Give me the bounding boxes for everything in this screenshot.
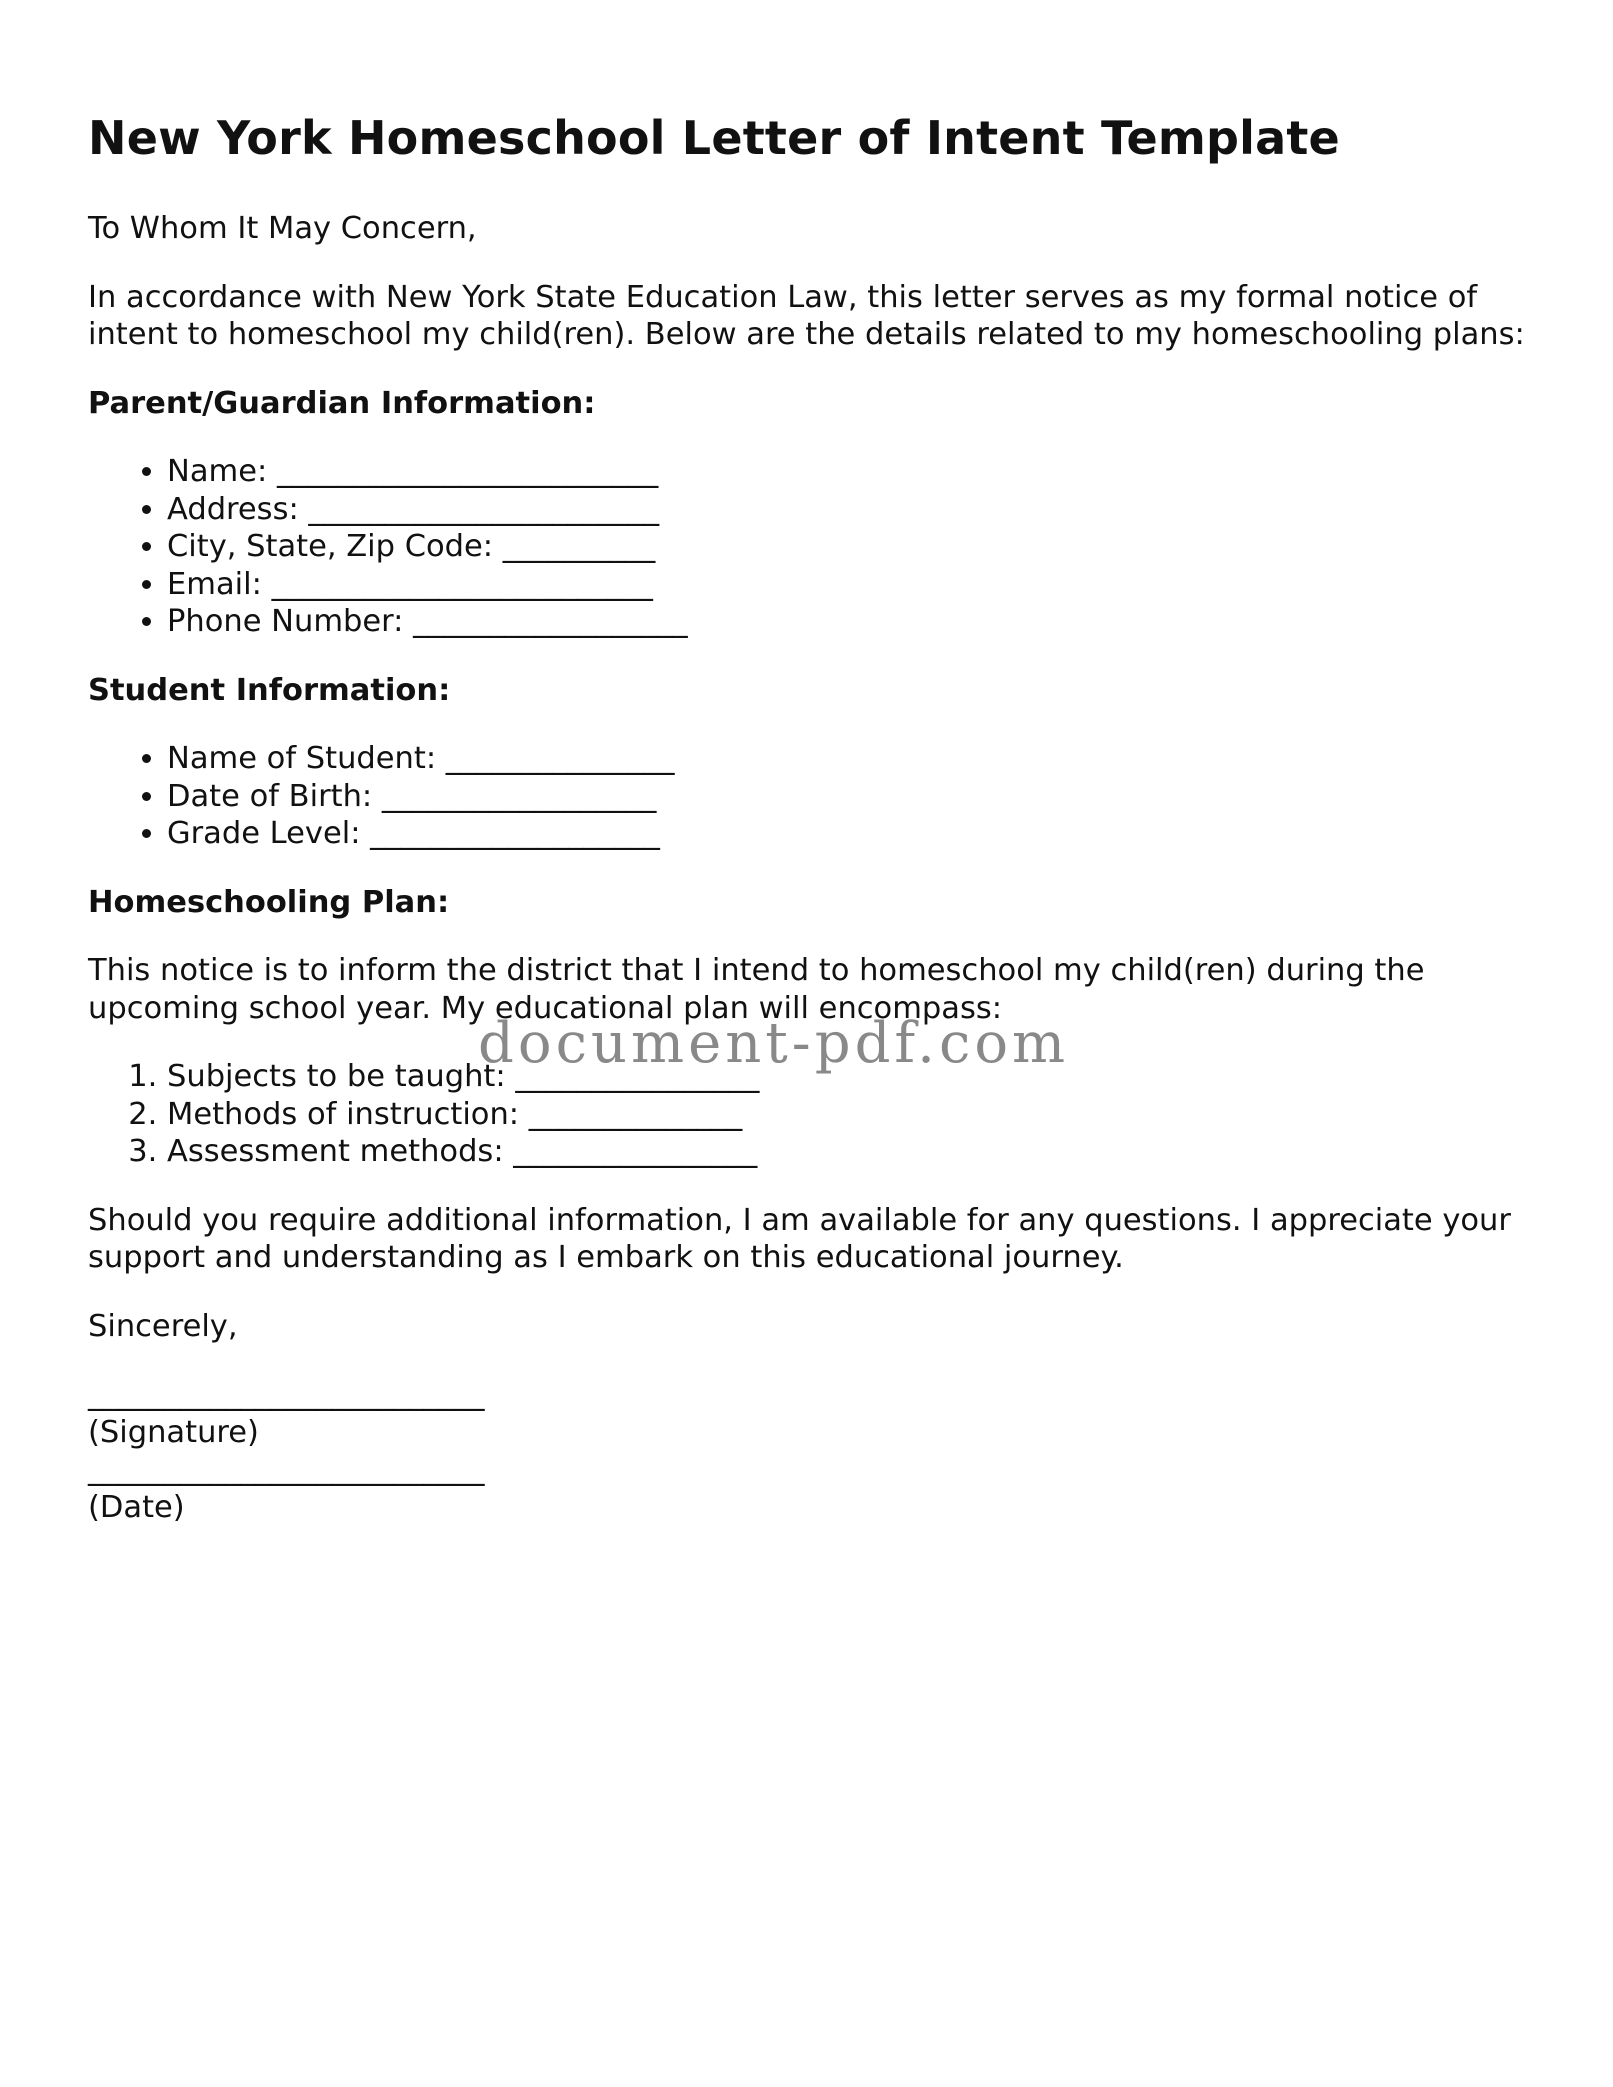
page-title: New York Homeschool Letter of Intent Template [88,111,1340,165]
signoff: Sincerely, [88,1308,238,1344]
signature-block [88,1376,1528,1526]
parent-phone-field: • Phone Number: __________________ [167,603,1528,641]
parent-city-state-zip-field: • City, State, Zip Code: __________ [167,528,1528,566]
plan-paragraph: This notice is to inform the district that I intend to homeschool my child(ren) during the upcoming school year. My educational plan will encompass: [88,953,1425,1026]
assessment-field: 3. Assessment methods: ________________ [167,1133,1528,1171]
signature-label: (Signature) [88,1414,259,1450]
methods-field: 2. Methods of instruction: ______________ [167,1096,1528,1134]
letter-document [88,108,1528,1526]
student-name-field: • Name of Student: _______________ [167,740,1528,778]
parent-section-heading: Parent/Guardian Information: [88,385,596,421]
watermark: document-pdf.com [478,1011,1070,1076]
parent-email-field: • Email: _________________________ [167,566,1528,604]
closing-paragraph: Should you require additional information, I am available for any questions. I appreciate your support and understanding as I embark on this educational journey. [88,1202,1511,1275]
plan-list [88,1058,1528,1171]
parent-info-list [88,453,1528,641]
student-section-heading: Student Information: [88,672,451,708]
date-line: __________________________ [88,1452,485,1487]
student-grade-field: • Grade Level: ___________________ [167,815,1528,853]
plan-section-heading: Homeschooling Plan: [88,884,450,920]
greeting: To Whom It May Concern, [88,211,477,246]
intro-paragraph: In accordance with New York State Education Law, this letter serves as my formal notice of intent to homeschool my child(ren). Below are the details related to my homeschooling plans: [88,279,1525,352]
date-label: (Date) [88,1489,185,1525]
student-info-list [88,740,1528,853]
parent-address-field: • Address: _______________________ [167,491,1528,529]
parent-name-field: • Name: _________________________ [167,453,1528,491]
subjects-field: 1. Subjects to be taught: ________________ [167,1058,1528,1096]
student-dob-field: • Date of Birth: __________________ [167,778,1528,816]
signature-line: __________________________ [88,1377,485,1412]
